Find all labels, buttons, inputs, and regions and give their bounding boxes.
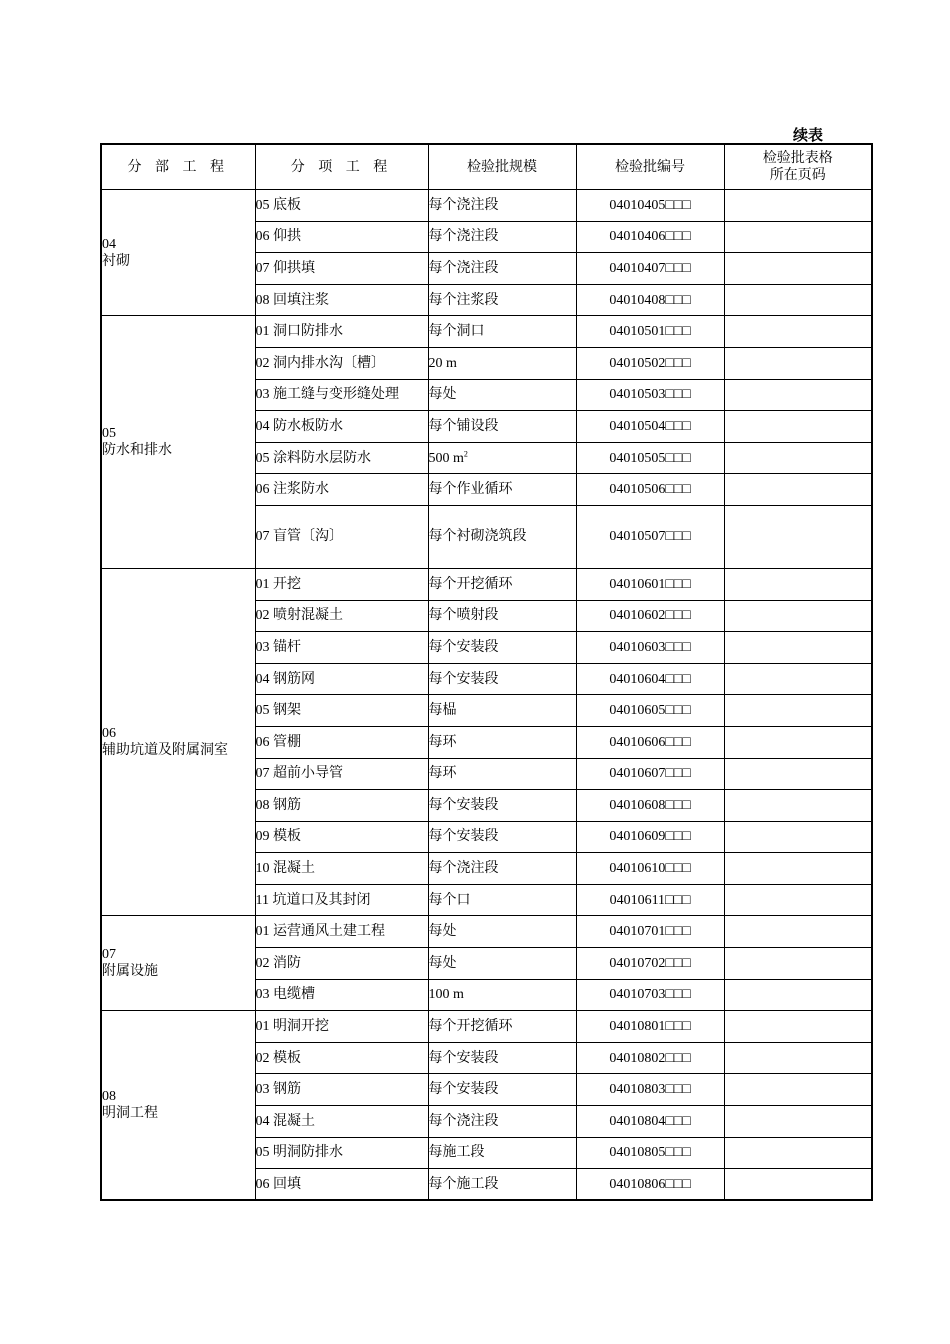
scale-cell (428, 853, 576, 885)
scale-text: 每处 (428, 924, 457, 940)
scale-cell (428, 1106, 576, 1138)
item-cell: 05 涂料防水层防水 (255, 442, 428, 474)
scale-cell (428, 916, 576, 948)
division-code: 06 (102, 726, 116, 742)
division-cell (101, 568, 255, 916)
code-cell: 04010602□□□ (576, 600, 724, 632)
page-cell (724, 726, 872, 758)
code-cell: 04010611□□□ (576, 884, 724, 916)
item-cell: 01 明洞开挖 (255, 1011, 428, 1043)
item-cell: 07 盲管〔沟〕 (255, 505, 428, 568)
table-row (101, 916, 872, 948)
page-cell (724, 790, 872, 822)
header-scale: 检验批规模 (428, 144, 576, 190)
code-cell: 04010604□□□ (576, 663, 724, 695)
scale-text: 每个口 (428, 892, 471, 908)
code-cell: 04010601□□□ (576, 568, 724, 600)
item-cell: 05 底板 (255, 190, 428, 222)
scale-cell (428, 726, 576, 758)
scale-text: 每个安装段 (428, 1050, 499, 1066)
scale-cell (428, 190, 576, 222)
scale-cell (428, 379, 576, 411)
code-cell: 04010407□□□ (576, 253, 724, 285)
scale-text: 每个开挖循环 (428, 1019, 513, 1035)
page-cell (724, 853, 872, 885)
scale-text: 每个衬砌浇筑段 (428, 529, 527, 545)
code-cell: 04010606□□□ (576, 726, 724, 758)
scale-cell (428, 284, 576, 316)
scale-text: 每个浇注段 (428, 1113, 499, 1129)
item-cell: 03 施工缝与变形缝处理 (255, 379, 428, 411)
scale-text: 每个浇注段 (428, 229, 499, 245)
item-cell: 06 注浆防水 (255, 474, 428, 506)
scale-cell (428, 821, 576, 853)
page-cell (724, 632, 872, 664)
scale-text: 每个浇注段 (428, 861, 499, 877)
scale-cell (428, 411, 576, 443)
code-cell: 04010504□□□ (576, 411, 724, 443)
code-cell: 04010806□□□ (576, 1169, 724, 1201)
page-cell (724, 316, 872, 348)
page-cell (724, 1074, 872, 1106)
scale-cell (428, 948, 576, 980)
page-cell (724, 1106, 872, 1138)
page-cell (724, 379, 872, 411)
scale-text: 每个开挖循环 (428, 576, 513, 592)
item-cell: 06 回填 (255, 1169, 428, 1201)
division-code: 08 (102, 1089, 116, 1105)
division-cell (101, 190, 255, 316)
scale-text: 每个喷射段 (428, 608, 499, 624)
page-cell (724, 1169, 872, 1201)
item-cell: 01 运营通风土建工程 (255, 916, 428, 948)
scale-cell (428, 1137, 576, 1169)
scale-cell (428, 221, 576, 253)
scale-cell (428, 663, 576, 695)
page-cell (724, 600, 872, 632)
division-name: 防水和排水 (102, 443, 172, 459)
page-cell (724, 948, 872, 980)
page-cell (724, 979, 872, 1011)
page-cell (724, 821, 872, 853)
scale-cell (428, 1169, 576, 1201)
header-item: 分 项 工 程 (255, 144, 428, 190)
scale-text: 20 m (428, 355, 457, 371)
item-cell: 03 钢筋 (255, 1074, 428, 1106)
item-cell: 08 回填注浆 (255, 284, 428, 316)
scale-text: 每施工段 (428, 1145, 485, 1161)
scale-text: 每个铺设段 (428, 418, 499, 434)
page-cell (724, 568, 872, 600)
division-cell (101, 916, 255, 1011)
scale-text: 每个安装段 (428, 797, 499, 813)
code-cell: 04010702□□□ (576, 948, 724, 980)
scale-text: 每环 (428, 734, 457, 750)
item-cell: 04 钢筋网 (255, 663, 428, 695)
scale-cell (428, 316, 576, 348)
page-cell (724, 695, 872, 727)
item-cell: 09 模板 (255, 821, 428, 853)
code-cell: 04010804□□□ (576, 1106, 724, 1138)
code-cell: 04010605□□□ (576, 695, 724, 727)
page-cell (724, 758, 872, 790)
page-cell (724, 411, 872, 443)
division-name: 衬砌 (102, 253, 130, 269)
code-cell: 04010506□□□ (576, 474, 724, 506)
page-cell (724, 442, 872, 474)
division-code: 04 (102, 236, 116, 252)
page-cell (724, 884, 872, 916)
page-cell (724, 1042, 872, 1074)
page-cell (724, 1011, 872, 1043)
item-cell: 02 消防 (255, 948, 428, 980)
item-cell: 06 管棚 (255, 726, 428, 758)
scale-cell (428, 253, 576, 285)
scale-cell (428, 1042, 576, 1074)
item-cell: 01 洞口防排水 (255, 316, 428, 348)
scale-cell (428, 568, 576, 600)
page-cell (724, 505, 872, 568)
item-cell: 05 明洞防排水 (255, 1137, 428, 1169)
code-cell: 04010408□□□ (576, 284, 724, 316)
item-cell: 01 开挖 (255, 568, 428, 600)
scale-text: 每个洞口 (428, 324, 485, 340)
header-page-line2: 所在页码 (769, 168, 826, 183)
page-cell (724, 916, 872, 948)
header-page-line1: 检验批表格 (762, 151, 833, 166)
scale-text: 每个安装段 (428, 671, 499, 687)
header-code: 检验批编号 (576, 144, 724, 190)
table-row (101, 190, 872, 222)
item-cell: 08 钢筋 (255, 790, 428, 822)
continued-table-caption: 续表 (793, 126, 824, 144)
division-name: 明洞工程 (102, 1106, 158, 1122)
item-cell: 11 坑道口及其封闭 (255, 884, 428, 916)
code-cell: 04010502□□□ (576, 347, 724, 379)
page-cell (724, 474, 872, 506)
code-cell: 04010503□□□ (576, 379, 724, 411)
code-cell: 04010802□□□ (576, 1042, 724, 1074)
division-name: 附属设施 (102, 964, 158, 980)
code-cell: 04010505□□□ (576, 442, 724, 474)
code-cell: 04010608□□□ (576, 790, 724, 822)
scale-text: 每个浇注段 (428, 197, 499, 213)
table-row (101, 316, 872, 348)
item-cell: 02 洞内排水沟〔槽〕 (255, 347, 428, 379)
table-body (101, 190, 872, 1201)
scale-text: 每个安装段 (428, 1082, 499, 1098)
header-page (724, 144, 872, 190)
scale-text: 每个安装段 (428, 829, 499, 845)
scale-cell (428, 758, 576, 790)
scale-cell (428, 1074, 576, 1106)
code-cell: 04010607□□□ (576, 758, 724, 790)
scale-text: 每处 (428, 387, 457, 403)
scale-cell (428, 790, 576, 822)
item-cell: 07 超前小导管 (255, 758, 428, 790)
division-name: 辅助坑道及附属洞室 (102, 743, 228, 759)
scale-cell (428, 632, 576, 664)
scale-text: 每榀 (428, 703, 457, 719)
item-cell: 04 防水板防水 (255, 411, 428, 443)
scale-superscript: 2 (463, 448, 468, 458)
item-cell: 03 电缆槽 (255, 979, 428, 1011)
scale-text: 每个安装段 (428, 639, 499, 655)
page-cell (724, 284, 872, 316)
page-cell (724, 190, 872, 222)
scale-text: 500 m (428, 450, 464, 466)
item-cell: 05 钢架 (255, 695, 428, 727)
scale-text: 每个作业循环 (428, 482, 513, 498)
header-division: 分 部 工 程 (101, 144, 255, 190)
item-cell: 10 混凝土 (255, 853, 428, 885)
code-cell: 04010610□□□ (576, 853, 724, 885)
scale-text: 每处 (428, 955, 457, 971)
code-cell: 04010507□□□ (576, 505, 724, 568)
scale-cell (428, 474, 576, 506)
page-cell (724, 221, 872, 253)
page-cell (724, 663, 872, 695)
division-code: 07 (102, 947, 116, 963)
table-row (101, 1011, 872, 1043)
division-cell (101, 316, 255, 569)
scale-cell (428, 600, 576, 632)
division-cell (101, 1011, 255, 1201)
page-cell (724, 347, 872, 379)
scale-cell (428, 505, 576, 568)
code-cell: 04010801□□□ (576, 1011, 724, 1043)
code-cell: 04010805□□□ (576, 1137, 724, 1169)
page-cell (724, 1137, 872, 1169)
table-header-row (101, 144, 872, 190)
table-row (101, 568, 872, 600)
code-cell: 04010703□□□ (576, 979, 724, 1011)
item-cell: 04 混凝土 (255, 1106, 428, 1138)
item-cell: 02 喷射混凝土 (255, 600, 428, 632)
scale-text: 每个浇注段 (428, 260, 499, 276)
scale-text: 每环 (428, 766, 457, 782)
code-cell: 04010609□□□ (576, 821, 724, 853)
code-cell: 04010501□□□ (576, 316, 724, 348)
code-cell: 04010701□□□ (576, 916, 724, 948)
scale-text: 100 m (428, 987, 464, 1003)
item-cell: 02 模板 (255, 1042, 428, 1074)
code-cell: 04010803□□□ (576, 1074, 724, 1106)
scale-cell (428, 442, 576, 474)
code-cell: 04010405□□□ (576, 190, 724, 222)
item-cell: 06 仰拱 (255, 221, 428, 253)
page-cell (724, 253, 872, 285)
scale-cell (428, 1011, 576, 1043)
scale-cell (428, 347, 576, 379)
code-cell: 04010406□□□ (576, 221, 724, 253)
item-cell: 03 锚杆 (255, 632, 428, 664)
scale-cell (428, 695, 576, 727)
inspection-batch-table (100, 143, 873, 1201)
scale-text: 每个注浆段 (428, 292, 499, 308)
division-code: 05 (102, 426, 116, 442)
scale-text: 每个施工段 (428, 1176, 499, 1192)
scale-cell (428, 884, 576, 916)
code-cell: 04010603□□□ (576, 632, 724, 664)
scale-cell (428, 979, 576, 1011)
item-cell: 07 仰拱填 (255, 253, 428, 285)
